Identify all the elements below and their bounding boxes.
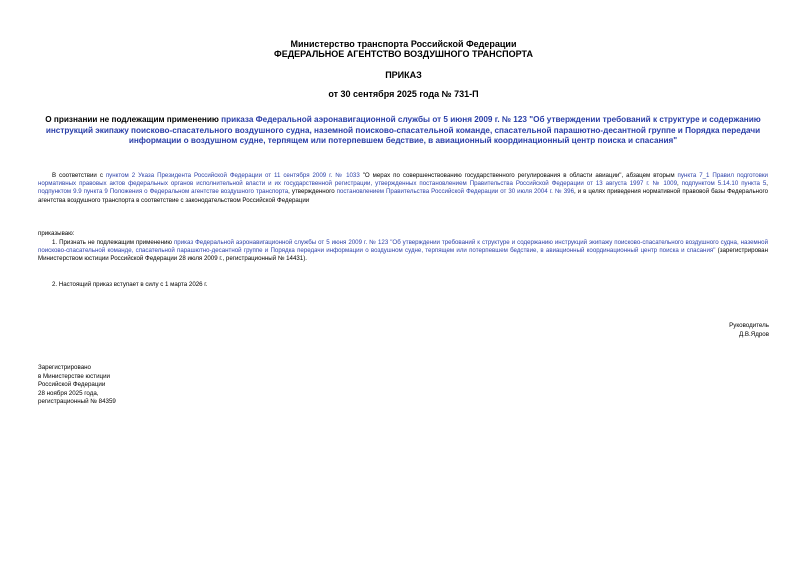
- order-item-2: 2. Настоящий приказ вступает в силу с 1 марта 2026 г.: [52, 281, 208, 288]
- order-word: приказываю:: [38, 230, 75, 237]
- registration-line-1: Зарегистрировано: [38, 364, 91, 371]
- registration-line-4: 28 ноября 2025 года,: [38, 389, 99, 397]
- item1-text-2: (зарегистрирован Министерством юстиции Российской Федерации 28 июля 2009 г., регистрационный № 14431).: [38, 247, 768, 263]
- registration-line-2: в Министерстве юстиции: [38, 372, 111, 380]
- preamble-link-decree[interactable]: пунктом 2 Указа Президента Российской Федерации от 11 сентября 2009 г. № 1033: [105, 172, 360, 179]
- preamble-text-6: , и в целях приведения нормативной правовой базы Федерального агентства воздушного транспорта в соответствие с законодательством Российской Федерации: [38, 188, 768, 204]
- ministry-name: Министерство транспорта Российской Федерации: [290, 39, 517, 49]
- preamble-link-subclause-5[interactable]: подпунктом 5.14.10 пункта 5: [681, 180, 767, 188]
- registration-line-3: Российской Федерации: [38, 381, 106, 388]
- preamble-paragraph: [38, 172, 768, 205]
- preamble-text-3: ,: [677, 180, 682, 188]
- registration-line-5: регистрационный № 84359: [38, 398, 116, 405]
- preamble-link-rules[interactable]: пункта 7_1 Правил подготовки нормативных правовых актов федеральных органов исполнительной власти и их государственной регистрации, утвержденных постановлением Правительства Российской Федерации от 13 августа 1997 г. № 1009: [38, 172, 768, 188]
- preamble-text-5: , утвержденного: [288, 188, 337, 196]
- registration-block: [38, 364, 116, 407]
- agency-name: ФЕДЕРАЛЬНОЕ АГЕНТСТВО ВОЗДУШНОГО ТРАНСПОРТА: [274, 49, 533, 59]
- title-prefix: О признании не подлежащим применению: [45, 115, 222, 124]
- document-date-number: от 30 сентября 2025 года № 731-П: [328, 89, 479, 99]
- document-title: [42, 115, 764, 147]
- order-item-1: [38, 239, 768, 264]
- preamble-text-1: В соответствии с: [52, 172, 106, 179]
- preamble-text-2: "О мерах по совершенствованию государственного регулирования в области авиации", абзацем вторым: [359, 172, 678, 179]
- title-link[interactable]: приказа Федеральной аэронавигационной службы от 5 июня 2009 г. № 123 "Об утверждении требований к структуре и содержанию инструкций экипажу поисково-спасательного воздушного судна, наземной поисково-спасательной команде, спасательной парашютно-десантной группе и Порядка передачи информации о воздушном судне, терпящем или потерпевшем бедствие, в авиационный координационный центр поиска и спасания": [45, 115, 761, 146]
- preamble-link-subclause-9[interactable]: подпунктом 9.9 пункта 9 Положения о Федеральном агентстве воздушного транспорта: [38, 188, 289, 196]
- document-type: ПРИКАЗ: [385, 70, 422, 80]
- preamble-link-resolution[interactable]: постановлением Правительства Российской Федерации от 30 июля 2004 г. № 396: [336, 188, 575, 196]
- item1-text-1: 1. Признать не подлежащим применению: [52, 239, 174, 246]
- item1-link-order[interactable]: приказ Федеральной аэронавигационной службы от 5 июня 2009 г. № 123 "Об утверждении требований к структуре и содержанию инструкций экипажу поисково-спасательного воздушного судна, наземной поисково-спасательной команде, спасательной парашютно-десантной группе и Порядка передачи информации о воздушном судне, терпящем или потерпевшем бедствие, в авиационный координационный центр поиска и спасания": [38, 239, 768, 255]
- signatory-name: Д.В.Ядров: [738, 331, 769, 338]
- preamble-text-4: ,: [766, 180, 768, 188]
- signatory-role: Руководитель: [729, 322, 769, 329]
